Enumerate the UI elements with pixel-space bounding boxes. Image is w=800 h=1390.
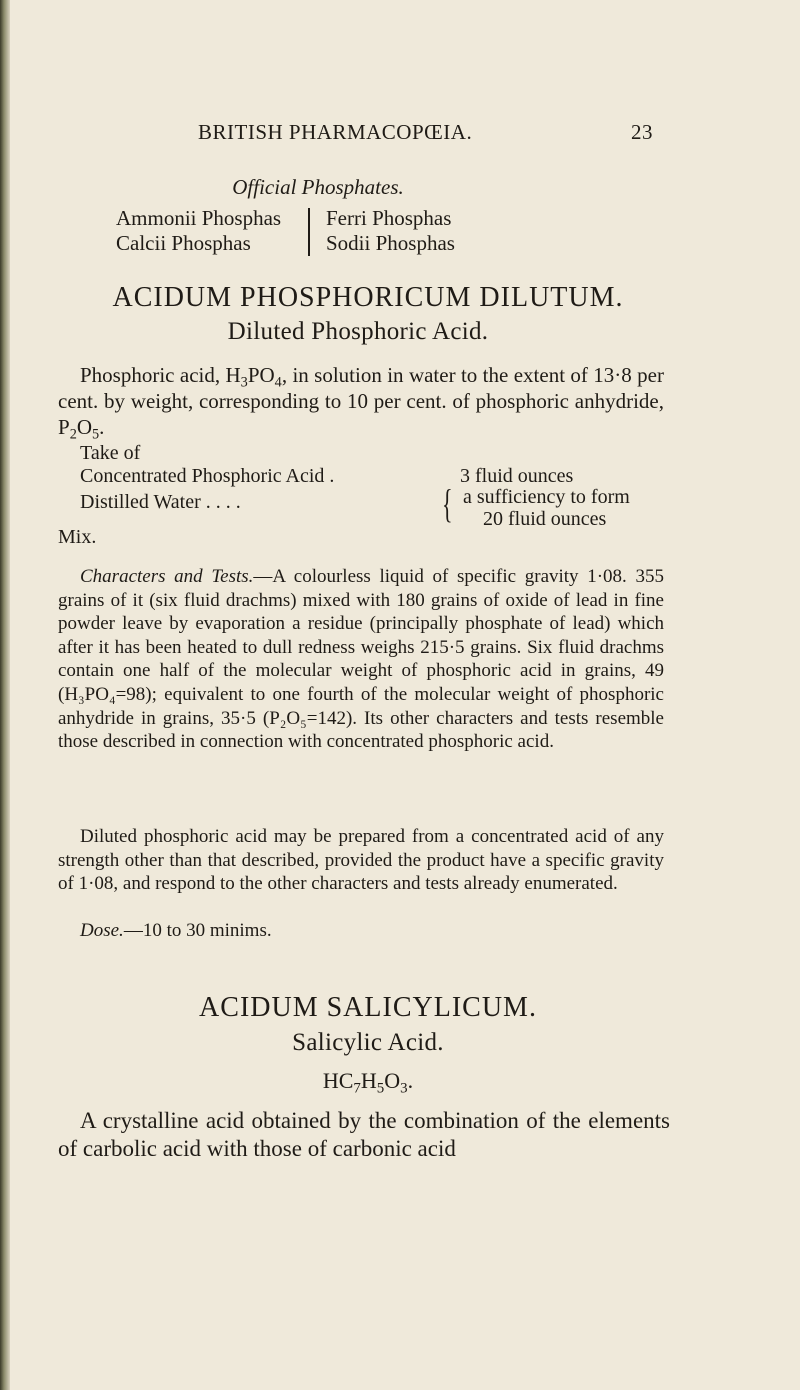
characters-and-tests: Characters and Tests.—A colourless liquid of specific gravity 1·08. 355 grains of it (six fluid drachms) mixed with 180 grains of oxide of lead in fine powder leave by evaporation a residue (principally phosphate of lead) which after it has been heated to dull redness weighs 215·5 grains. Six fluid drachms contain one half of the molecular weight of phosphoric acid in grains, 49 (H₃PO₄=98); equivalent to one fourth of the molecular weight of phosphoric anhydride in grains, 35·5 (P₂O₅=142). Its other characters and tests resemble those described in connection with concentrated phosphoric acid. — [58, 566, 664, 753]
ingredient-amount-line2: 20 fluid ounces — [483, 508, 607, 530]
take-of-label: Take of — [80, 442, 141, 464]
list-item: Ferri Phosphas — [326, 206, 452, 230]
monograph-latin-title: ACIDUM SALICYLICUM. — [199, 992, 537, 1023]
recipe — [58, 442, 678, 549]
page-edge-shadow — [0, 0, 10, 1390]
mix-instruction: Mix. — [58, 526, 97, 548]
monograph-english-title: Diluted Phosphoric Acid. — [227, 318, 489, 345]
phosphates-left-column — [116, 206, 300, 256]
monograph-latin-title: ACIDUM PHOSPHORICUM DILUTUM. — [112, 282, 624, 313]
column-divider — [308, 208, 310, 256]
list-item: Sodii Phosphas — [326, 231, 455, 255]
ingredient-amount-line1: a sufficiency to form — [463, 486, 630, 508]
chemical-formula: $HC_7H_5O_3$. — [322, 1068, 414, 1097]
running-head-title: BRITISH PHARMACOPŒIA. — [198, 120, 473, 144]
ingredient-row: Concentrated Phosphoric Acid . 3 fluid ounces — [80, 465, 574, 487]
characters-heading: Characters and Tests. — [80, 566, 254, 587]
official-phosphates-list — [116, 206, 616, 256]
phosphates-right-column — [326, 206, 576, 256]
ingredient-amount: 3 fluid ounces — [460, 465, 574, 487]
running-head — [0, 120, 800, 150]
preparation-note: Diluted phosphoric acid may be prepared from a concentrated acid of any strength other than that described, provided the product have a specific gravity of 1·08, and respond to the other characters and tests already enumerated. — [58, 826, 664, 895]
official-phosphates-heading: Official Phosphates. — [232, 175, 404, 199]
ingredient-name: Distilled Water — [80, 491, 201, 513]
ingredient-row: Distilled Water . . . . { a sufficiency to form 20 fluid ounces — [80, 481, 630, 530]
ingredient-name: Concentrated Phosphoric Acid — [80, 465, 325, 487]
page-number: 23 — [631, 120, 653, 144]
definition-paragraph: Phosphoric acid, $H_3PO_4$, in solution in water to the extent of 13·8 per cent. by weight, corresponding to 10 per cent. of phosphoric anhydride, $P_2O_5$. — [58, 363, 664, 443]
list-item: Ammonii Phosphas — [116, 206, 282, 230]
list-item: Calcii Phosphas — [116, 231, 251, 255]
dose-line: Dose.—10 to 30 minims. — [80, 920, 272, 941]
brace-symbol: { — [442, 481, 453, 526]
salicylic-definition: A crystalline acid obtained by the combination of the elements of carbolic acid with those of carbonic acid — [58, 1108, 670, 1161]
dose-label: Dose. — [80, 920, 124, 941]
monograph-english-title: Salicylic Acid. — [292, 1029, 444, 1056]
